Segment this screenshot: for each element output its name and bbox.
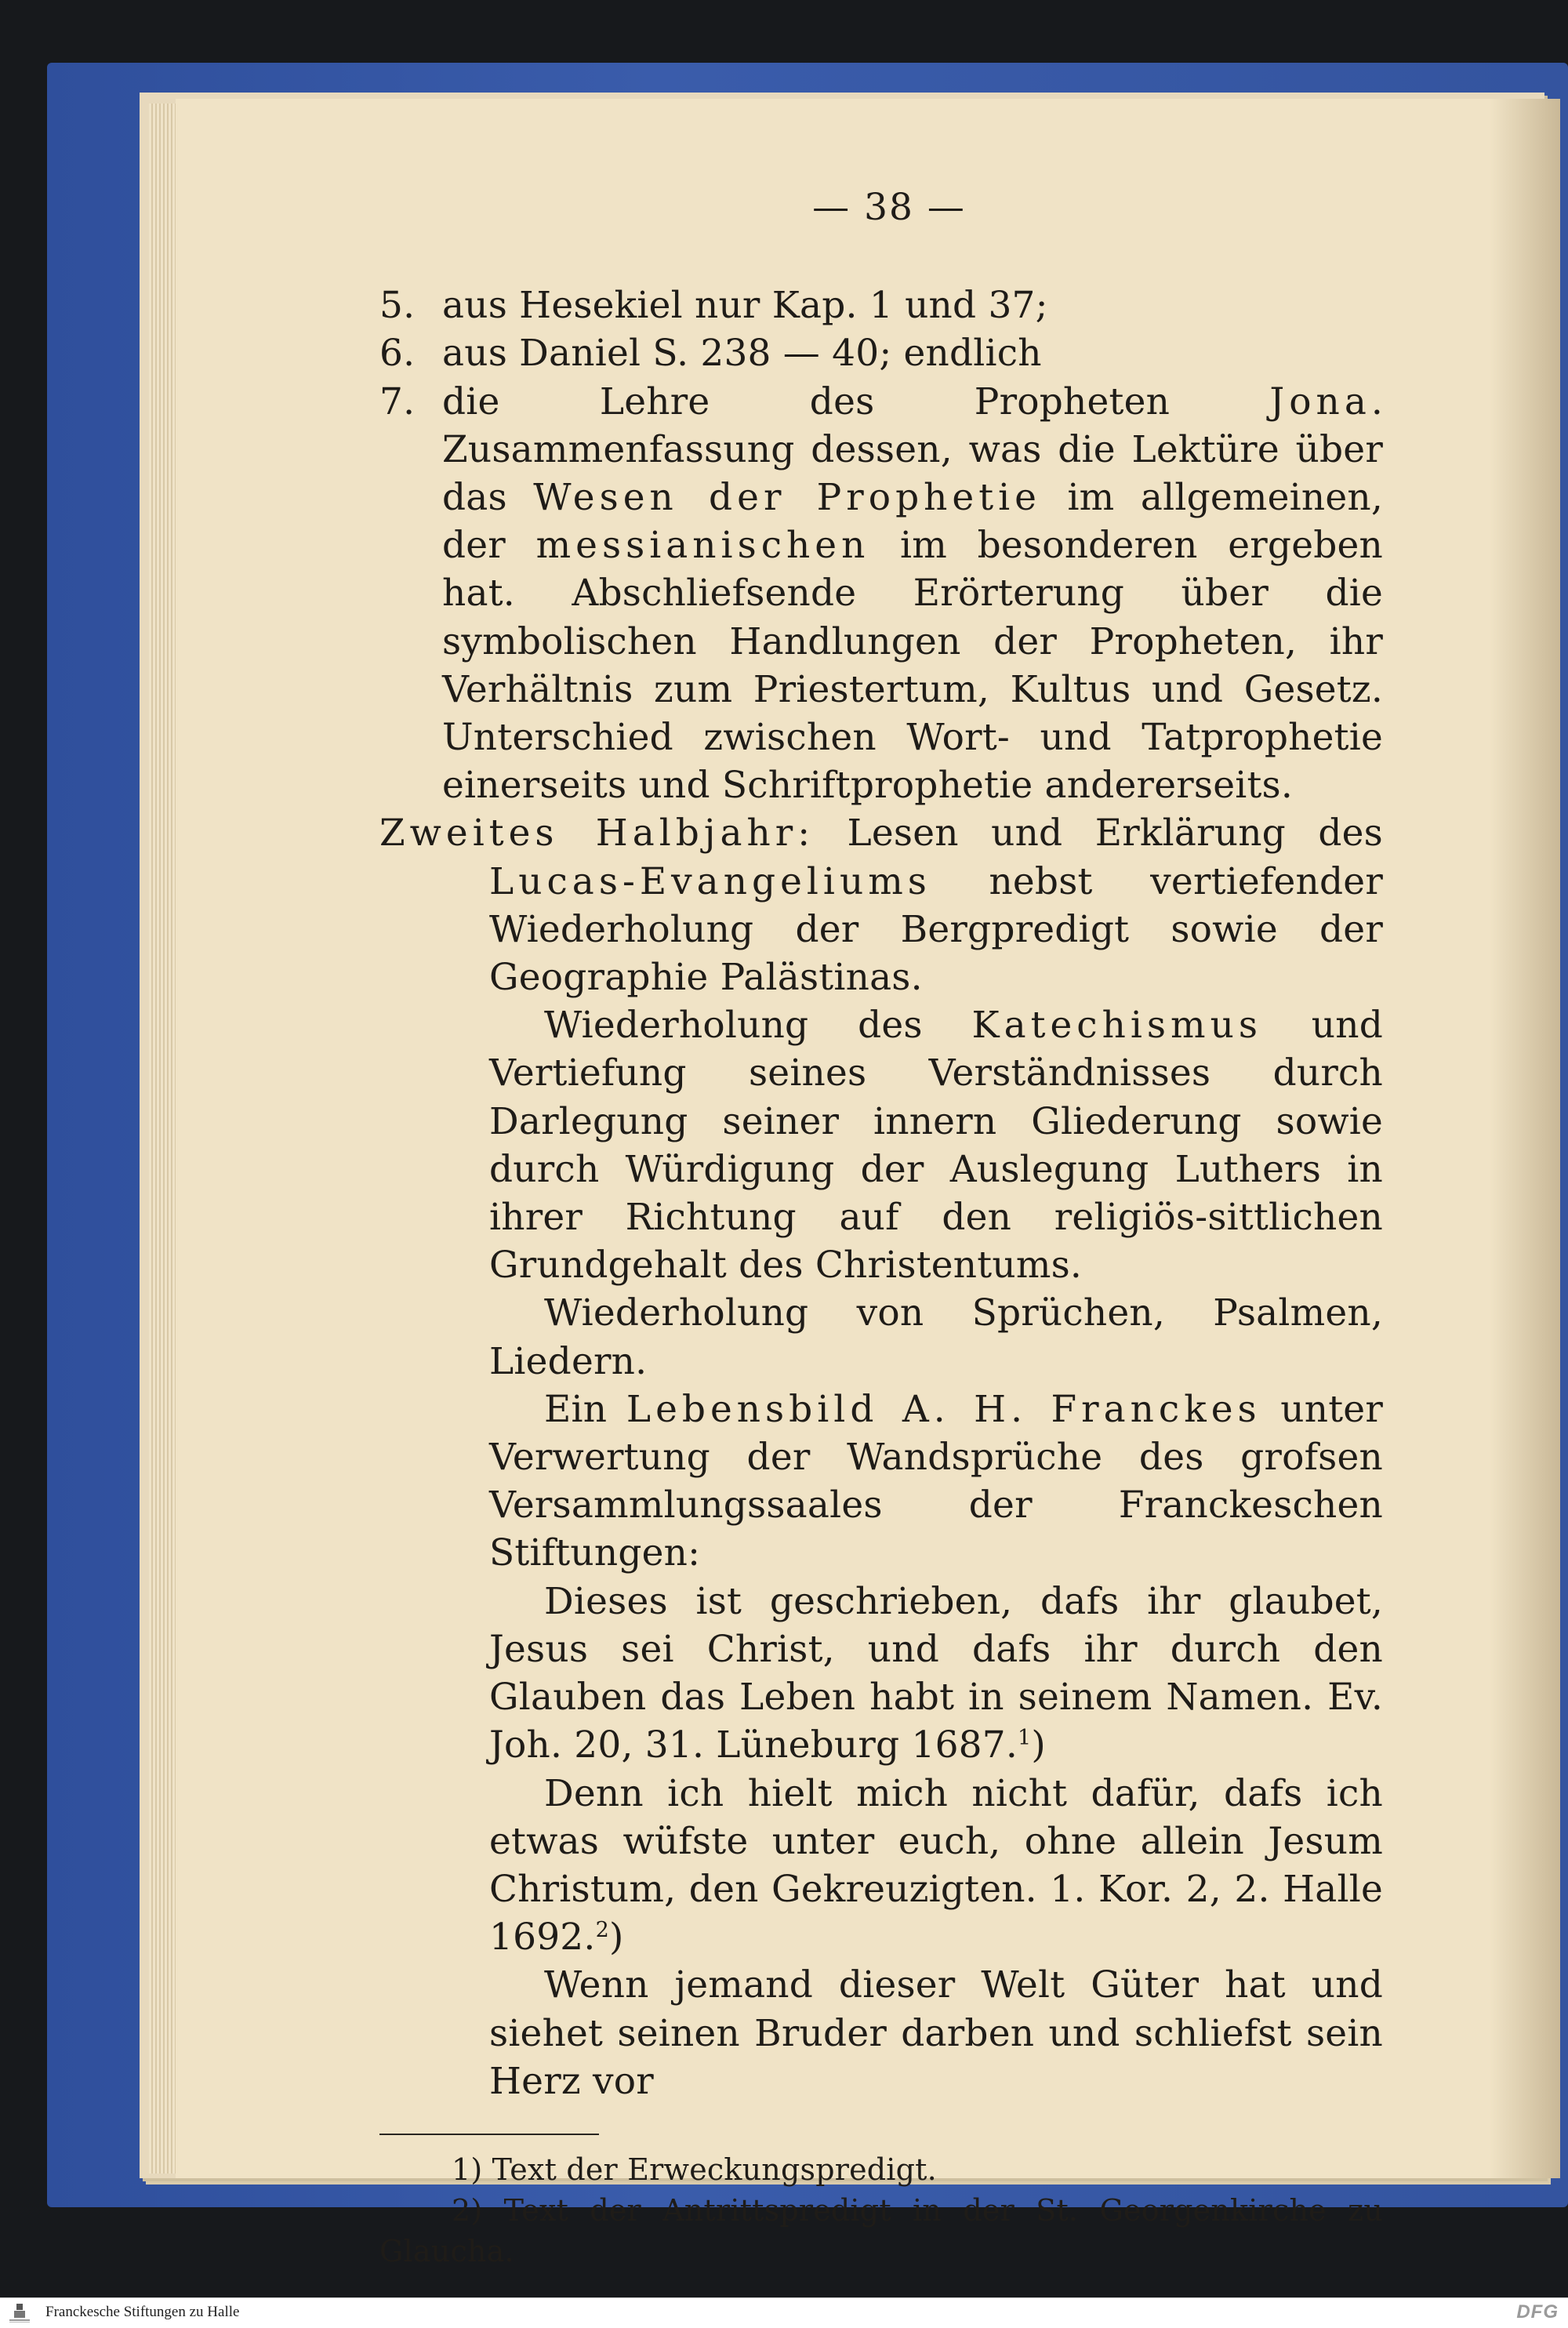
footnote-ref: 1	[1018, 1726, 1032, 1751]
section-heading: Zweites Halbjahr:	[379, 812, 815, 855]
paragraph-francke: Ein Lebensbild A. H. Franckes unter Verwertung der Wandsprüche des grofsen Versammlungssaales der Franckeschen Stiftungen:	[489, 1387, 1383, 1575]
quote-2: Denn ich hielt mich nicht dafür, dafs ich etwas wüfste unter euch, ohne allein Jesum Christum, den Gekreuzigten. 1. Kor. 2, 2. Halle 1692.$^2$)	[489, 1771, 1383, 1959]
list-item: 6. aus Daniel S. 238 — 40; endlich	[379, 332, 1042, 376]
quote-1: Dieses ist geschrieben, dafs ihr glaubet, Jesus sei Christ, und dafs ihr durch den Glauben das Leben habt in seinem Namen. Ev. Joh. 20, 31. Lüneburg 1687.$^1$)	[489, 1579, 1383, 1767]
dfg-logo: DFG	[1516, 2301, 1559, 2323]
viewer-footer	[0, 2297, 1568, 2328]
page-gutter-shadow	[1490, 99, 1560, 2178]
page-text	[379, 183, 1383, 2272]
footnote-ref: 2	[595, 1918, 609, 1943]
paragraph-catechism: Wiederholung des Katechismus und Vertiefung seines Verständnisses durch Darlegung seiner innern Gliederung sowie durch Würdigung der Auslegung Luthers in ihrer Richtung auf den religiös-sittlichen Grundgehalt des Christentums.	[489, 1004, 1383, 1287]
book-page	[176, 99, 1560, 2268]
list-item: 5. aus Hesekiel nur Kap. 1 und 37;	[379, 284, 1048, 328]
list-item: 7. die Lehre des Propheten Jona. Zusammenfassung dessen, was die Lektüre über das Wesen der Prophetie im allgemeinen, der messianischen im besonderen ergeben hat. Abschliefsende Erörterung über die symbolischen Handlungen der Propheten, ihr Verhältnis zum Priestertum, Kultus und Gesetz. Unterschied zwischen Wort- und Tatprophetie einerseits und Schriftprophetie andererseits.	[379, 380, 1384, 808]
second-half-section: Zweites Halbjahr: Lesen und Erklärung des Lucas-Evangeliums nebst vertiefender Wiederholung der Bergpredigt sowie der Geographie Palästinas.	[379, 812, 1383, 1000]
paragraph-psalms: Wiederholung von Sprüchen, Psalmen, Liedern.	[489, 1291, 1383, 1383]
footnote: 1) Text der Erweckungspredigt.	[452, 2152, 937, 2187]
page-number: — 38 —	[812, 186, 966, 229]
footnote-rule	[379, 2134, 599, 2135]
quote-3: Wenn jemand dieser Welt Güter hat und siehet seinen Bruder darben und schliefst sein Herz vor	[489, 1963, 1383, 2103]
institution-logo-icon	[6, 2302, 33, 2324]
footnote: 2) Text der Antrittspredigt in der St. Georgenkirche zu Glaucha.	[379, 2192, 1383, 2268]
institution-name: Franckesche Stiftungen zu Halle	[45, 2304, 240, 2320]
